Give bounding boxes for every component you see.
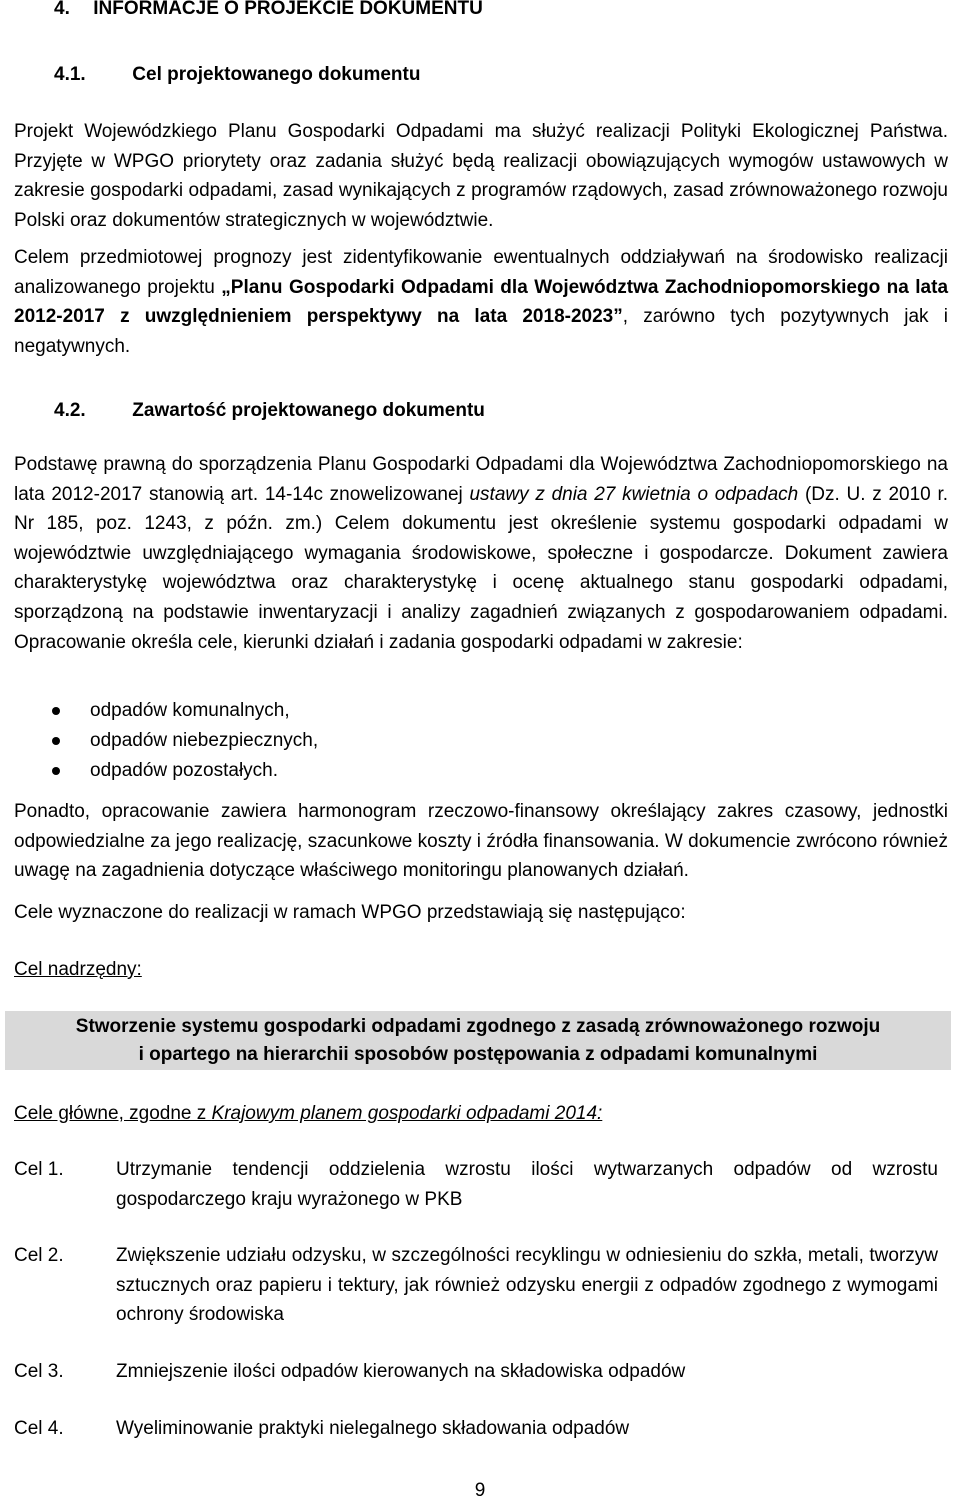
list-item [14,756,948,786]
subsection-number: 4.2. [54,400,86,421]
national-plan-title: Krajowym planem gospodarki odpadami 2014: [211,1103,603,1124]
subsection-number: 4.1. [54,64,86,85]
objectives-prefix: Cele główne, zgodne z [14,1103,212,1124]
paragraph-schedule: Ponadto, opracowanie zawiera harmonogram rzeczowo-finansowy określający zakres czasowy, jednostki odpowiedzialne za jego realizację, szacunkowe koszty i źródła finansowania. W dokumencie zwrócono również uwagę na zagadnienia dotyczące właściwego monitoringu planowanych działań. [14,801,948,882]
subsection-title: Zawartość projektowanego dokumentu [132,400,485,421]
objective-text: Zwiększenie udziału odzysku, w szczególności recyklingu w odniesieniu do szkła, metali, tworzyw sztucznych oraz papieru i tektury, jak również odzysku energii z odpadów zgodnego z wymogami ochrony środowiska [116,1245,938,1326]
objective-text: Zmniejszenie ilości odpadów kierowanych na składowiska odpadów [116,1361,686,1382]
forecast-outro: , zarówno tych pozytywnych jak i negatywnych. [14,306,948,357]
main-goal-box [5,1011,951,1070]
list-item [14,726,948,756]
main-goal-line-1: Stworzenie systemu gospodarki odpadami zgodnego z zasadą zrównoważonego rozwoju [75,1016,881,1037]
paragraph-legal-basis [14,450,948,657]
bullet-icon [52,767,60,775]
paragraph-forecast-goal [14,243,948,361]
list-item [14,696,948,726]
legal-basis-part-b: (Dz. U. z 2010 r. Nr 185, poz. 1243, z późn. zm.) Celem dokumentu jest określenie systemu gospodarki odpadami w województwie uwzględniającego wymagania środowiskowe, społeczne i gospodarcze. Dokument zawiera charakterystykę województwa oraz charakterystykę i ocenę aktualnego stanu gospodarki odpadami, sporządzoną na podstawie inwentaryzacji i analizy zagadnień związanych z gospodarowaniem odpadami. Opracowanie określa cele, kierunki działań i zadania gospodarki odpadami w zakresie: [14,483,949,653]
subsection-heading-4-2 [54,396,485,426]
objective-label: Cel 4. [14,1418,64,1439]
objective-label: Cel 3. [14,1361,64,1382]
section-number: 4. [54,0,70,19]
section-title: INFORMACJE O PROJEKCIE DOKUMENTU [93,0,483,19]
forecast-intro: Celem przedmiotowej prognozy jest zidentyfikowanie ewentualnych oddziaływań na środowisko realizacji analizowanego projektu [14,247,948,298]
list-item-text: odpadów komunalnych, [90,700,290,721]
paragraph-goals-intro: Cele wyznaczone do realizacji w ramach WPGO przedstawiają się następująco: [14,902,686,923]
subsection-title: Cel projektowanego dokumentu [132,64,421,85]
bullet-icon [52,707,60,715]
main-goal-line-2: i opartego na hierarchii sposobów postępowania z odpadami komunalnymi [138,1044,818,1065]
main-objectives-heading [14,1099,602,1129]
act-title: ustawy z dnia 27 kwietnia o odpadach [469,483,799,505]
paragraph-purpose: Projekt Wojewódzkiego Planu Gospodarki Odpadami ma służyć realizacji Polityki Ekologicznej Państwa. Przyjęte w WPGO priorytety oraz zadania służyć będą realizacji obowiązujących wymogów ustawowych w zakresie gospodarki odpadami, zasad wynikających z programów rządowych, zasad zrównoważonego rozwoju Polski oraz dokumentów strategicznych w województwie. [14,121,948,231]
objective-text: Wyeliminowanie praktyki nielegalnego składowania odpadów [116,1418,630,1439]
main-goal-label: Cel nadrzędny: [14,959,142,980]
section-heading [54,0,483,24]
page-number: 9 [474,1480,486,1501]
legal-basis-part-a: Podstawę prawną do sporządzenia Planu Gospodarki Odpadami dla Województwa Zachodniopomorskiego na lata 2012-2017 stanowią art. 14-14c znowelizowanej [14,454,948,505]
bullet-icon [52,737,60,745]
list-item-text: odpadów niebezpiecznych, [90,730,319,751]
objective-text: Utrzymanie tendencji oddzielenia wzrostu ilości wytwarzanych odpadów od wzrostu gospodarczego kraju wyrażonego w PKB [116,1159,938,1210]
waste-type-list [14,696,948,786]
objective-label: Cel 1. [14,1159,64,1180]
subsection-heading-4-1 [54,60,420,90]
plan-title: „Planu Gospodarki Odpadami dla Województwa Zachodniopomorskiego na lata 2012-2017 z uwzględnieniem perspektywy na lata 2018-2023” [14,276,949,328]
objective-label: Cel 2. [14,1245,64,1266]
list-item-text: odpadów pozostałych. [90,760,279,781]
